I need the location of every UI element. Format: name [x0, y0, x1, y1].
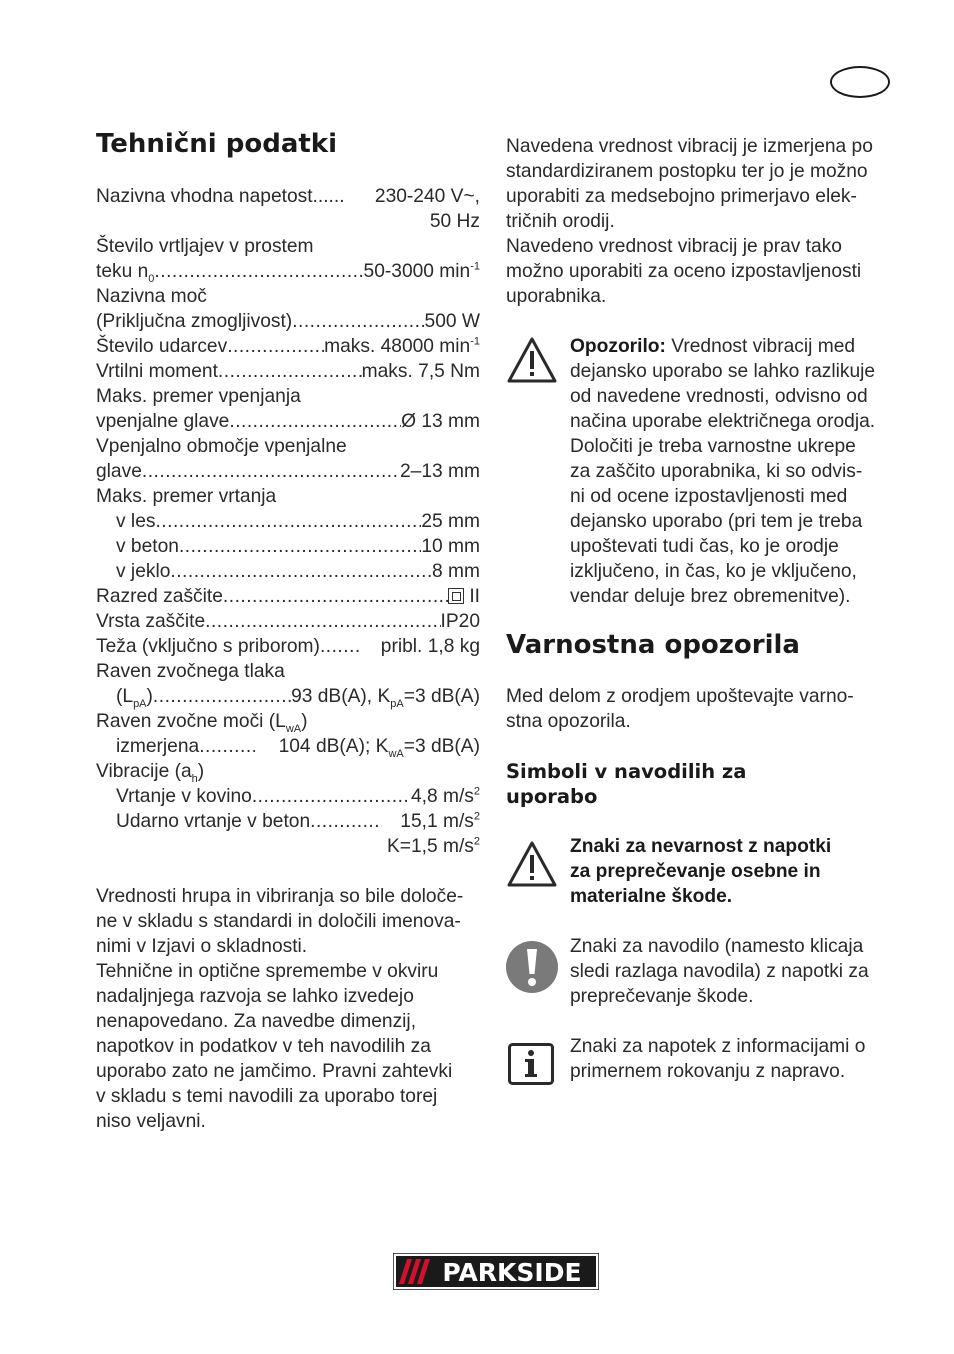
spec-vibration-metal: Vrtanje v kovino ..... 4,8 $m/s^2$ [96, 784, 480, 809]
spec-drilling-wood: v les ..... 25 mm [96, 509, 480, 534]
vibration-intro: Navedena vrednost vibracij je izmerjena po standardiziranem postopku ter jo je možno uporabiti za medsebojno primerjavo elek- tričnih orodij. Navedeno vrednost vibracij je prav tako možno uporabiti za oceno izpostavljenosti uporabnika. [506, 136, 873, 307]
parkside-logo [393, 1253, 599, 1290]
spec-chuck-range-label: Vpenjalno območje vpenjalne [96, 436, 347, 457]
spec-drilling-concrete: v beton ..... 10 mm [96, 534, 480, 559]
spec-power-label: Nazivna moč [96, 286, 207, 307]
spec-vibration-concrete: Udarno vrtanje v beton ..... 15,1 $m/s^2$ [96, 809, 480, 834]
spec-sound-pressure-label: Raven zvočnega tlaka [96, 661, 285, 682]
safety-intro: Med delom z orodjem upoštevajte varno- stna opozorila. [506, 686, 854, 732]
protection-class-ii-icon [448, 588, 464, 604]
spec-sound-pressure: $(L_{pA})$ ..... 93 dB(A), $K_{pA}=3$ dB(A) [96, 684, 480, 709]
technical-data-heading: Tehnični podatki [96, 129, 337, 159]
spec-sound-power-label: Raven zvočne moči $(L_{wA})$ [96, 711, 308, 735]
info-symbol-description: Znaki za napotek z informacijami o primernem rokovanju z napravo. [570, 1036, 866, 1082]
technical-specs [96, 184, 480, 859]
spec-frequency: 50 Hz [429, 211, 480, 232]
danger-triangle-icon [506, 840, 558, 895]
spec-voltage: Nazivna vhodna napetost ...... 230-240 V~, [96, 186, 480, 207]
spec-vibration-label: Vibracije $(a_h)$ [96, 761, 205, 785]
warning-triangle-icon [506, 336, 558, 391]
language-badge [830, 66, 890, 98]
spec-weight: Teža (vključno s priborom) ..... pribl. 1,8 kg [96, 634, 480, 659]
spec-sound-power: izmerjena ..... 104 dB(A); $K_{wA}=3$ dB(A) [96, 734, 480, 759]
exclamation-circle-icon [505, 940, 559, 1001]
noise-vibration-note: Vrednosti hrupa in vibriranja so bile določe- ne v skladu s standardi in določili imenova- nimi v Izjavi o skladnosti. [96, 886, 464, 957]
changes-disclaimer: Tehnične in optične spremembe v okviru nadaljnjega razvoja se lahko izvedejo nenapovedano. Za navedbe dimenzij, napotkov in podatkov v teh navodilih za uporabo zato ne jamčimo. Pravni zahtevki v skladu s temi navodili za uporabo torej niso veljavni. [96, 961, 453, 1132]
symbols-heading: Simboli v navodilih za uporabo [506, 760, 747, 808]
info-square-icon [508, 1043, 554, 1092]
spec-chuck-diameter: vpenjalne glave ..... Ø 13 mm [96, 409, 480, 434]
spec-drilling-steel: v jeklo ..... 8 mm [96, 559, 480, 584]
spec-idle-speed: teku $n_0$ ..... 50-3000 $\min^{-1}$ [96, 259, 480, 284]
spec-chuck-diameter-label: Maks. premer vpenjanja [96, 386, 301, 407]
spec-protection-type: Vrsta zaščite ..... IP20 [96, 609, 480, 634]
brand-name: PARKSIDE [442, 1258, 582, 1287]
spec-chuck-range: glave ..... 2–13 mm [96, 459, 480, 484]
spec-idle-speed-label: Število vrtljajev v prostem [96, 236, 314, 257]
safety-warnings-heading: Varnostna opozorila [506, 630, 800, 660]
spec-vibration-k: K=1,5 $m/s^2$ [386, 835, 480, 857]
spec-drilling-label: Maks. premer vrtanja [96, 486, 277, 507]
instruction-symbol-description: Znaki za navodilo (namesto klicaja sledi razlaga navodila) z napotki za preprečevanje škode. [570, 936, 869, 1007]
spec-power: (Priključna zmogljivost) ..... 500 W [96, 309, 480, 334]
spec-impacts: Število udarcev ..... maks. 48000 $\min^{-1}$ [96, 334, 480, 359]
vibration-warning: Opozorilo: Vrednost vibracij med dejansko uporabo se lahko razlikuje od navedene vrednosti, odvisno od načina uporabe električnega orodja. Določiti je treba varnostne ukrepe za zaščito uporabnika, ki so odvis- ni od ocene izpostavljenosti med dejansko uporabo (pri tem je treba upoštevati tudi čas, ko je orodje izključeno, in čas, ko je vključeno, vendar deluje brez obremenitve). [570, 336, 876, 607]
spec-protection-class: Razred zaščite ..... II [96, 584, 480, 609]
danger-symbol-description: Znaki za nevarnost z napotki za preprečevanje osebne in materialne škode. [570, 836, 832, 907]
spec-torque: Vrtilni moment ..... maks. 7,5 Nm [96, 359, 480, 384]
